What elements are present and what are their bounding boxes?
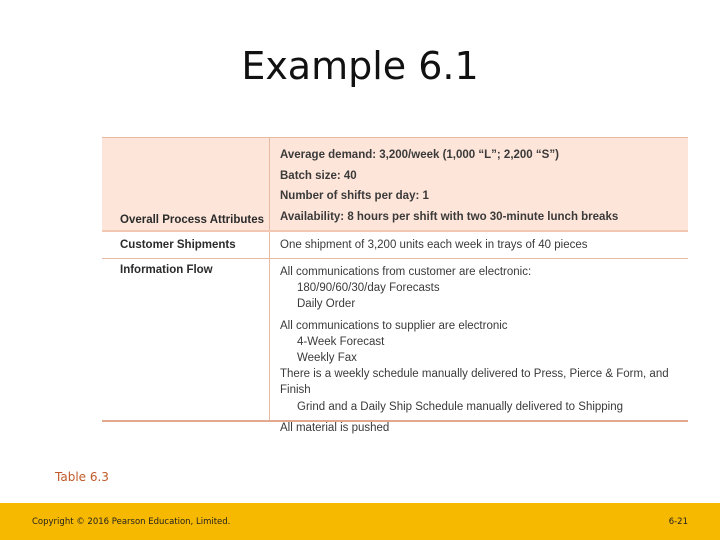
table-row-information-flow <box>102 259 688 434</box>
table-caption: Table 6.3 <box>55 470 109 484</box>
weekly-fax-text: Weekly Fax <box>297 352 357 365</box>
copyright-text: Copyright © 2016 Pearson Education, Limited. <box>32 517 231 527</box>
table-row-customer-shipments <box>102 232 688 259</box>
four-week-forecast-text: 4-Week Forecast <box>297 335 385 348</box>
shifts-per-day-text: Number of shifts per day: 1 <box>280 190 429 202</box>
row-label-overall-process: Overall Process Attributes <box>102 138 270 230</box>
average-demand-text: Average demand: 3,200/week (1,000 “L”; 2,200 “S”) <box>280 149 559 161</box>
supplier-communications-text: All communications to supplier are electronic <box>280 319 508 332</box>
batch-size-text: Batch size: 40 <box>280 169 357 182</box>
forecasts-text: 180/90/60/30/day Forecasts <box>297 282 440 295</box>
row-label-customer-shipments: Customer Shipments <box>102 232 270 258</box>
customer-shipments-text: One shipment of 3,200 units each week in trays of 40 pieces <box>280 239 588 251</box>
ship-schedule-text: Grind and a Daily Ship Schedule manually delivered to Shipping <box>297 400 624 413</box>
row-value-overall-process <box>270 138 688 230</box>
row-label-information-flow: Information Flow <box>102 259 270 420</box>
customer-communications-text: All communications from customer are electronic: <box>280 266 532 278</box>
row-value-information-flow <box>270 259 688 434</box>
material-pushed-text: All material is pushed <box>280 421 390 434</box>
weekly-schedule-text: There is a weekly schedule manually delivered to Press, Pierce & Form, and Finish <box>280 368 669 397</box>
table-row-overall-process <box>102 138 688 232</box>
process-attributes-table <box>102 137 688 434</box>
daily-order-text: Daily Order <box>297 298 356 311</box>
availability-text: Availability: 8 hours per shift with two 30-minute lunch breaks <box>280 210 619 223</box>
slide-title: Example 6.1 <box>241 44 479 88</box>
page-number: 6-21 <box>668 517 688 527</box>
footer-bar <box>0 503 720 540</box>
